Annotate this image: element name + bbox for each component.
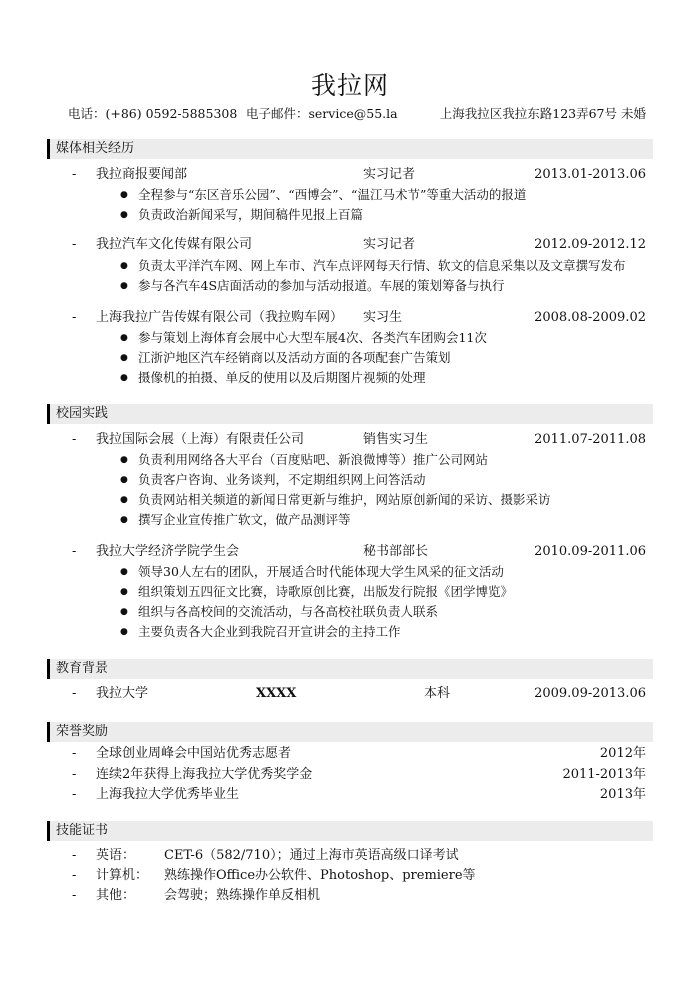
bullet-dot: ● xyxy=(120,373,128,383)
job-bullet: 领导30人左右的团队，开展适合时代能体现大学生风采的征文活动 xyxy=(138,564,504,579)
job-role: 实习记者 xyxy=(363,237,416,252)
job-date: 2010.09-2011.06 xyxy=(534,544,646,559)
bullet-dot: ● xyxy=(120,607,128,617)
section-bar-media xyxy=(47,139,653,159)
education-school: 我拉大学 xyxy=(96,686,149,701)
bullet-dot: ● xyxy=(120,353,128,363)
dash-marker: - xyxy=(72,767,77,782)
dash-marker: - xyxy=(72,787,77,802)
skill-value: 熟练操作Office办公软件、Photoshop、premiere等 xyxy=(164,868,476,883)
job-bullet: 参与策划上海体育会展中心大型车展4次、各类汽车团购会11次 xyxy=(138,330,487,345)
bullet-dot: ● xyxy=(120,495,128,505)
job-bullet: 摄像机的拍摄、单反的使用以及后期图片视频的处理 xyxy=(138,370,426,385)
job-role: 实习记者 xyxy=(363,167,416,182)
section-bar-honors xyxy=(47,722,653,742)
bullet-dot: ● xyxy=(120,455,128,465)
dash-marker: - xyxy=(72,686,77,701)
honor-item: 连续2年获得上海我拉大学优秀奖学金 xyxy=(96,767,313,782)
job-bullet: 撰写企业宣传推广软文，做产品测评等 xyxy=(138,512,351,527)
bullet-dot: ● xyxy=(120,475,128,485)
job-bullet: 组织与各高校间的交流活动，与各高校社联负责人联系 xyxy=(138,604,439,619)
dash-marker: - xyxy=(72,167,77,182)
job-bullet: 组织策划五四征文比赛，诗歌原创比赛，出版发行院报《团学博览》 xyxy=(138,584,514,599)
job-date: 2011.07-2011.08 xyxy=(534,432,646,447)
bullet-dot: ● xyxy=(120,567,128,577)
job-bullet: 负责网站相关频道的新闻日常更新与维护，网站原创新闻的采访、摄影采访 xyxy=(138,492,551,507)
honor-item: 上海我拉大学优秀毕业生 xyxy=(96,787,240,802)
job-org: 我拉汽车文化传媒有限公司 xyxy=(96,237,253,252)
dash-marker: - xyxy=(72,432,77,447)
honor-date: 2012年 xyxy=(599,746,646,761)
honor-item: 全球创业周峰会中国站优秀志愿者 xyxy=(96,746,292,761)
job-org: 我拉商报要闻部 xyxy=(96,167,188,182)
job-bullet: 主要负责各大企业到我院召开宣讲会的主持工作 xyxy=(138,624,401,639)
education-major: XXXX xyxy=(256,686,297,701)
skill-label: 英语： xyxy=(96,848,136,863)
honor-date: 2011-2013年 xyxy=(562,767,646,782)
section-title-honors: 荣誉奖励 xyxy=(56,724,109,739)
contact-phone: 电话：(+86) 0592-5885308 xyxy=(68,106,238,121)
job-date: 2012.09-2012.12 xyxy=(534,237,646,252)
job-bullet: 全程参与“东区音乐公园”、“西博会”、“温江马术节”等重大活动的报道 xyxy=(138,187,527,202)
job-bullet: 江浙沪地区汽车经销商以及活动方面的各项配套广告策划 xyxy=(138,350,451,365)
job-bullet: 负责太平洋汽车网、网上车市、汽车点评网每天行情、软文的信息采集以及文章撰写发布 xyxy=(138,258,626,273)
bullet-dot: ● xyxy=(120,190,128,200)
bullet-dot: ● xyxy=(120,627,128,637)
section-title-media: 媒体相关经历 xyxy=(56,141,135,156)
dash-marker: - xyxy=(72,310,77,325)
honor-date: 2013年 xyxy=(599,787,646,802)
education-degree: 本科 xyxy=(424,686,451,701)
dash-marker: - xyxy=(72,888,77,903)
job-org: 我拉大学经济学院学生会 xyxy=(96,544,240,559)
skill-value: 会驾驶；熟练操作单反相机 xyxy=(164,888,321,903)
section-title-campus: 校园实践 xyxy=(56,406,109,421)
section-bar-skills xyxy=(47,821,653,841)
section-title-education: 教育背景 xyxy=(56,661,109,676)
section-bar-campus xyxy=(47,404,653,424)
job-role: 销售实习生 xyxy=(363,432,429,447)
dash-marker: - xyxy=(72,237,77,252)
bullet-dot: ● xyxy=(120,281,128,291)
resume-name: 我拉网 xyxy=(310,71,389,100)
bullet-dot: ● xyxy=(120,210,128,220)
job-bullet: 负责利用网络各大平台（百度贴吧、新浪微博等）推广公司网站 xyxy=(138,452,489,467)
job-org: 我拉国际会展（上海）有限责任公司 xyxy=(96,432,305,447)
dash-marker: - xyxy=(72,746,77,761)
job-org: 上海我拉广告传媒有限公司（我拉购车网） xyxy=(96,310,344,325)
section-bar-education xyxy=(47,659,653,679)
job-role: 秘书部部长 xyxy=(363,544,429,559)
skill-value: CET-6（582/710）；通过上海市英语高级口译考试 xyxy=(164,848,459,863)
job-bullet: 负责政治新闻采写，期间稿件见报上百篇 xyxy=(138,207,364,222)
job-bullet: 参与各汽车4S店面活动的参加与活动报道。车展的策划筹备与执行 xyxy=(138,278,505,293)
bullet-dot: ● xyxy=(120,333,128,343)
dash-marker: - xyxy=(72,848,77,863)
contact-address: 上海我拉区我拉东路123弄67号 未婚 xyxy=(439,106,646,121)
section-title-skills: 技能证书 xyxy=(56,823,109,838)
dash-marker: - xyxy=(72,544,77,559)
job-date: 2008.08-2009.02 xyxy=(534,310,646,325)
bullet-dot: ● xyxy=(120,587,128,597)
education-date: 2009.09-2013.06 xyxy=(534,686,646,701)
skill-label: 计算机： xyxy=(96,868,149,883)
job-bullet: 负责客户咨询、业务谈判，不定期组织网上问答活动 xyxy=(138,472,426,487)
bullet-dot: ● xyxy=(120,261,128,271)
job-role: 实习生 xyxy=(363,310,403,325)
bullet-dot: ● xyxy=(120,515,128,525)
dash-marker: - xyxy=(72,868,77,883)
skill-label: 其他： xyxy=(96,888,136,903)
contact-email: 电子邮件：service@55.la xyxy=(246,106,398,121)
job-date: 2013.01-2013.06 xyxy=(534,167,646,182)
